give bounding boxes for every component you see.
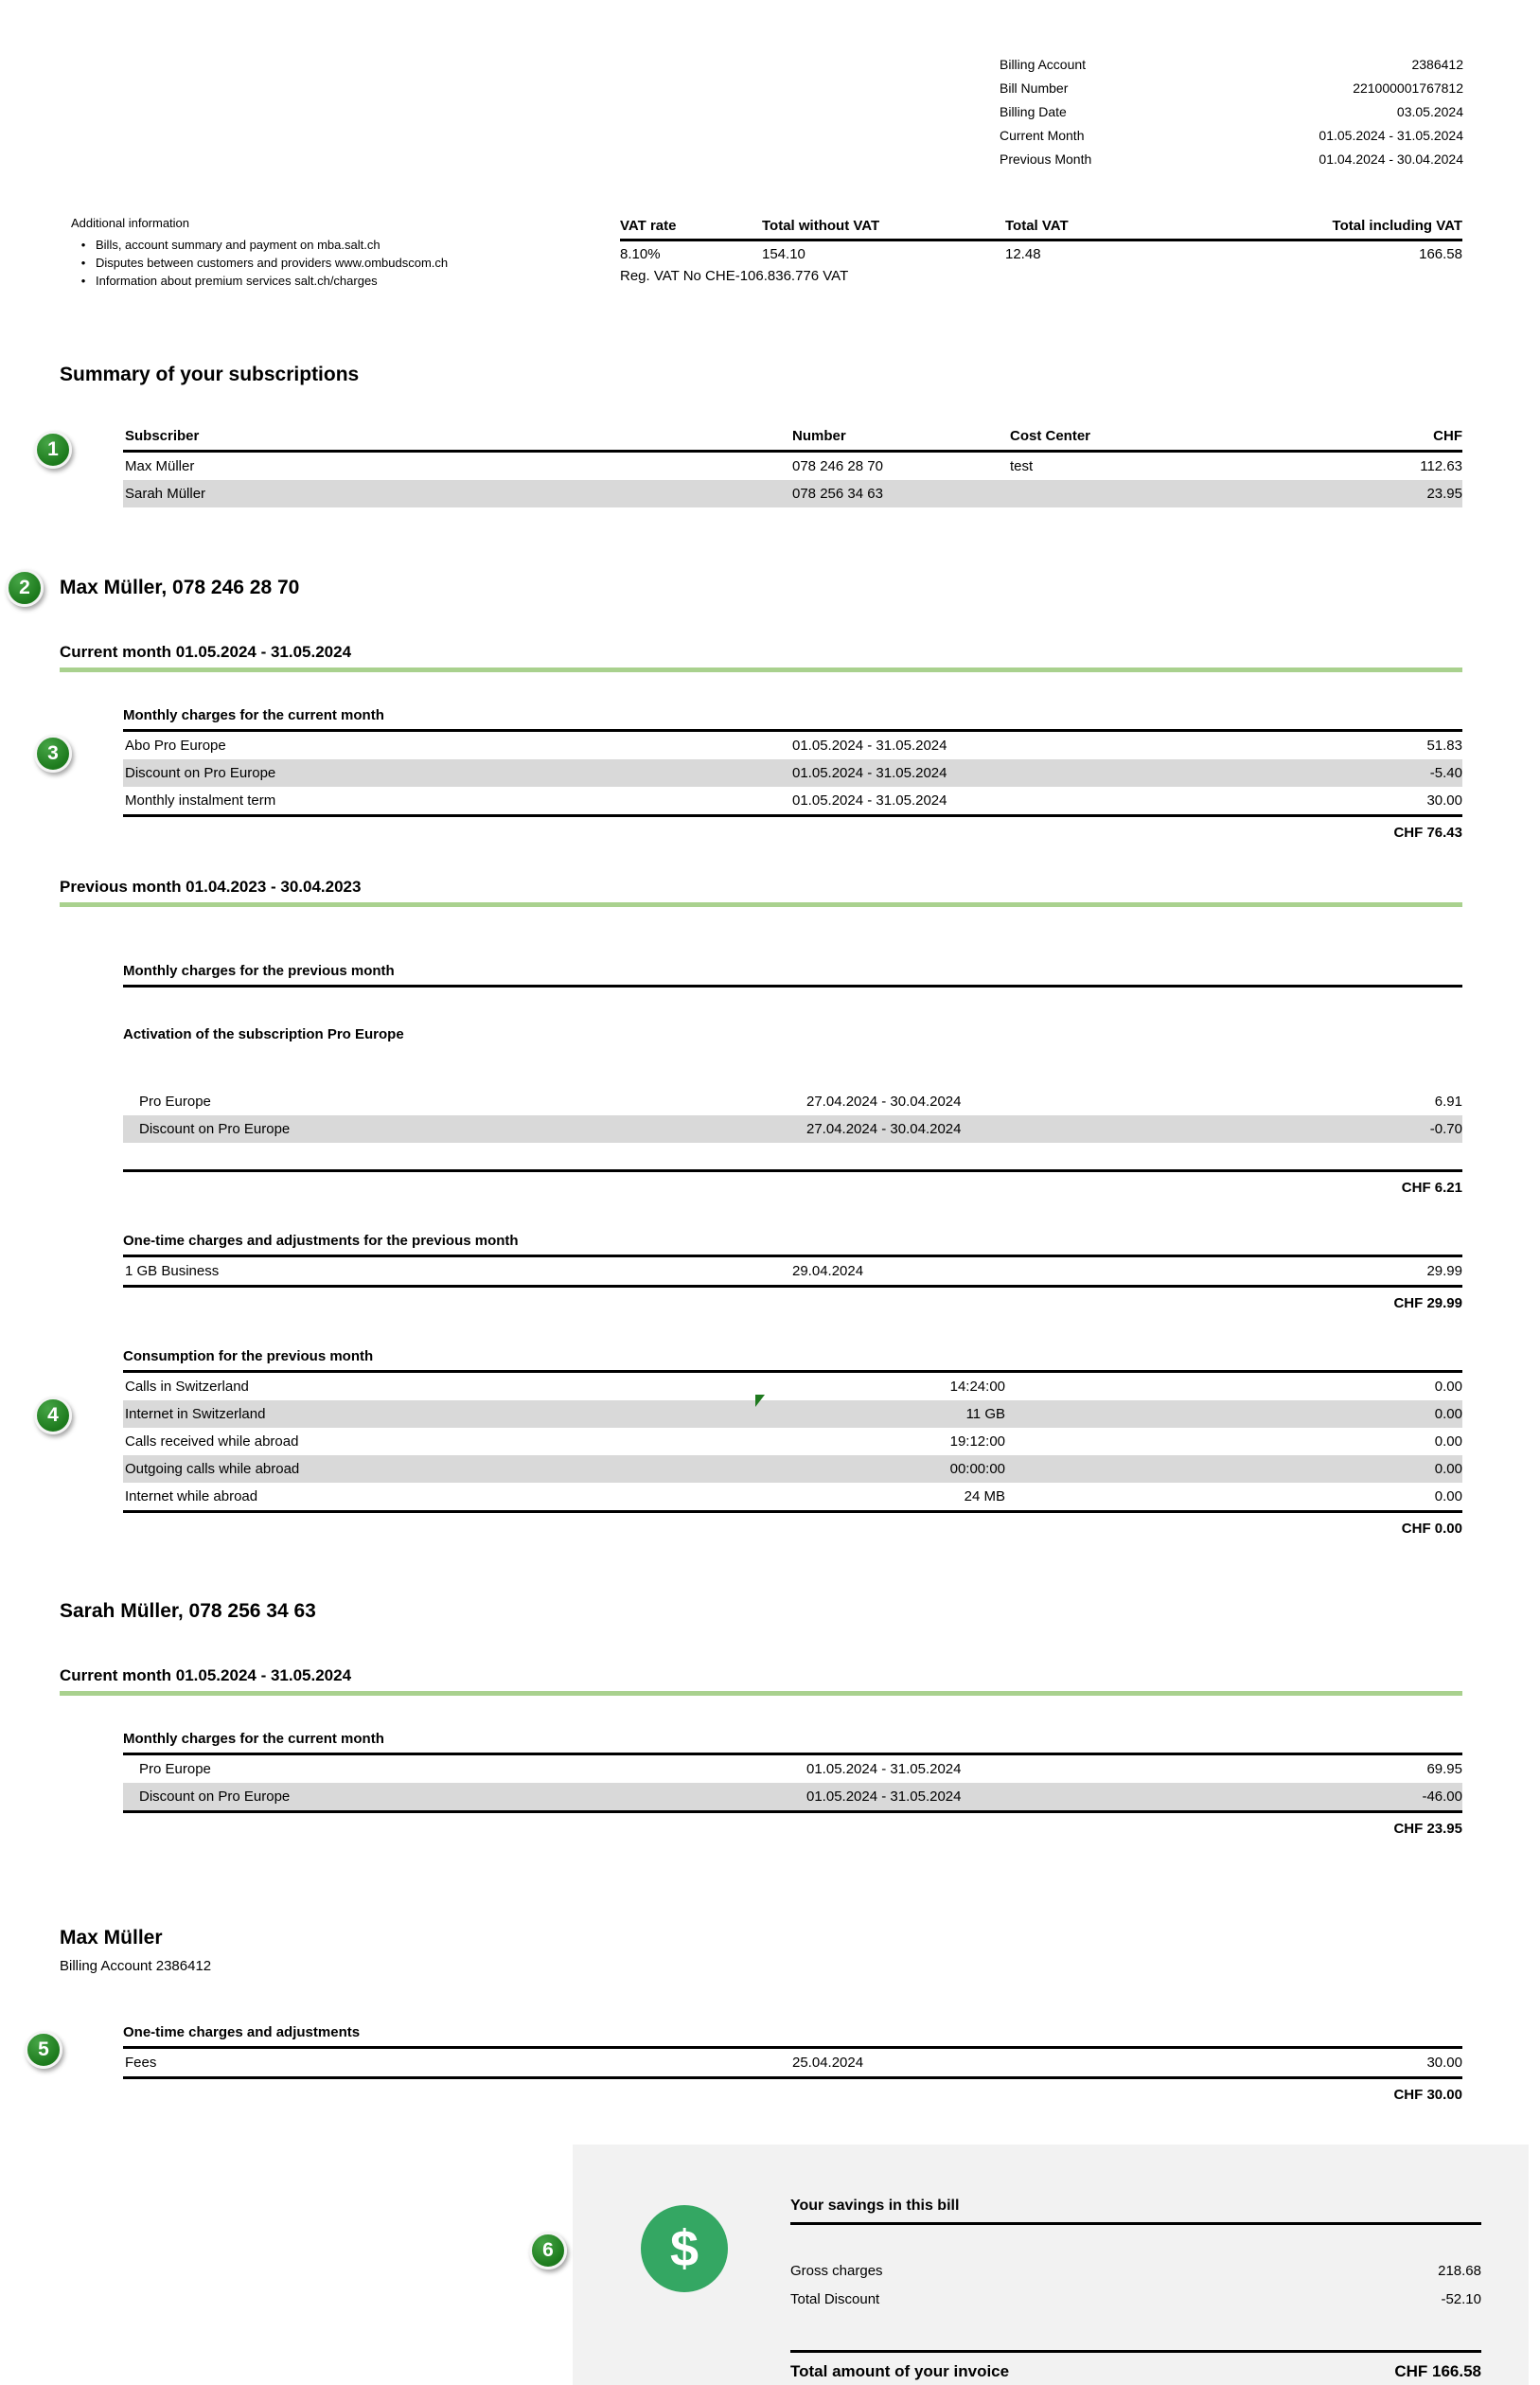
cell-label: Discount on Pro Europe	[139, 1121, 291, 1137]
summary-header-row	[123, 427, 1462, 453]
cell-label: Total Discount	[790, 2291, 880, 2307]
invoice-total-row	[790, 2350, 1481, 2381]
cell-period: 27.04.2024 - 30.04.2024	[806, 1094, 962, 1110]
meta-value: 01.04.2024 - 30.04.2024	[1319, 151, 1463, 167]
table-row	[123, 1428, 1462, 1455]
cell-amount: 69.95	[1426, 1761, 1462, 1777]
cell-amount: 23.95	[1426, 486, 1462, 502]
meta-value: 221000001767812	[1353, 80, 1463, 96]
additional-information-title: Additional information	[71, 216, 190, 230]
table-total: CHF 6.21	[123, 1169, 1462, 1198]
cell-label: Monthly instalment term	[125, 792, 276, 809]
current-month-heading: Current month 01.05.2024 - 31.05.2024	[60, 642, 1462, 672]
meta-label: Current Month	[1000, 128, 1085, 143]
activation-table	[123, 1088, 1462, 1198]
cell-amount: -52.10	[1441, 2291, 1481, 2307]
column-header: CHF	[1433, 428, 1462, 444]
table-row	[123, 1783, 1462, 1810]
additional-information-bullet: • Information about premium services salt.ch/charges	[71, 272, 601, 290]
cell-quantity: 11 GB	[965, 1406, 1005, 1422]
cell-period: 27.04.2024 - 30.04.2024	[806, 1121, 962, 1137]
additional-information-bullet: • Disputes between customers and providers www.ombudscom.ch	[71, 254, 601, 272]
table-section-header: Consumption for the previous month	[123, 1347, 1462, 1373]
cell-label: Pro Europe	[139, 1761, 211, 1777]
meta-value: 2386412	[1411, 57, 1463, 72]
account-holder-heading: Max Müller	[60, 1927, 163, 1949]
table-row	[123, 1455, 1462, 1483]
cell-label: Fees	[125, 2055, 157, 2071]
column-header: Number	[792, 428, 846, 444]
table-section-header: Monthly charges for the current month	[123, 706, 1462, 732]
meta-row	[1000, 124, 1463, 148]
additional-information-bullet: • Bills, account summary and payment on mba.salt.ch	[71, 236, 601, 254]
cell-number: 078 256 34 63	[792, 486, 883, 502]
additional-information	[71, 214, 601, 290]
current-month-heading: Current month 01.05.2024 - 31.05.2024	[60, 1665, 1462, 1696]
table-row	[123, 1483, 1462, 1510]
vat-header: Total VAT	[1005, 218, 1069, 234]
cell-amount: 6.91	[1434, 1094, 1462, 1110]
cell-label: Gross charges	[790, 2263, 883, 2279]
table-row	[123, 1088, 1462, 1115]
vat-registration-number: Reg. VAT No CHE-106.836.776 VAT	[620, 268, 849, 284]
cell-period: 01.05.2024 - 31.05.2024	[806, 1789, 962, 1805]
cell-period: 01.05.2024 - 31.05.2024	[806, 1761, 962, 1777]
vat-total-vat: 12.48	[1005, 246, 1041, 262]
vat-values-row	[620, 241, 1462, 262]
vat-rate: 8.10%	[620, 246, 661, 262]
meta-value: 01.05.2024 - 31.05.2024	[1319, 128, 1463, 143]
cell-amount: 0.00	[1434, 1488, 1462, 1504]
cell-amount: -5.40	[1429, 765, 1462, 781]
cell-amount: 30.00	[1426, 2055, 1462, 2071]
cell-label: Pro Europe	[139, 1094, 211, 1110]
badge-2: 2	[6, 569, 44, 607]
badge-1: 1	[34, 431, 72, 469]
onetime-charges-table	[38, 2023, 1462, 2105]
monthly-charges-previous-header: Monthly charges for the previous month	[123, 962, 1462, 988]
column-header: Cost Center	[1010, 428, 1091, 444]
cell-period: 01.05.2024 - 31.05.2024	[792, 765, 947, 781]
cell-amount: 112.63	[1420, 458, 1462, 474]
cell-amount: 0.00	[1434, 1406, 1462, 1422]
cell-quantity: 19:12:00	[949, 1433, 1005, 1450]
cell-label: 1 GB Business	[125, 1263, 220, 1279]
cell-number: 078 246 28 70	[792, 458, 883, 474]
meta-label: Previous Month	[1000, 151, 1092, 167]
summary-title: Summary of your subscriptions	[60, 364, 360, 385]
cell-amount: 0.00	[1434, 1379, 1462, 1395]
cell-quantity: 14:24:00	[949, 1379, 1005, 1395]
savings-rows	[790, 2257, 1481, 2314]
table-total: CHF 0.00	[123, 1510, 1462, 1539]
cell-period: 01.05.2024 - 31.05.2024	[792, 738, 947, 754]
table-row	[123, 759, 1462, 787]
meta-row	[1000, 53, 1463, 77]
table-total: CHF 76.43	[123, 814, 1462, 843]
cell-amount: 29.99	[1426, 1263, 1462, 1279]
cell-label: Calls in Switzerland	[125, 1379, 249, 1395]
vat-table	[620, 218, 1462, 284]
savings-row	[790, 2257, 1481, 2286]
savings-title: Your savings in this bill	[790, 2198, 1481, 2225]
table-section-header: One-time charges and adjustments for the previous month	[123, 1232, 1462, 1257]
bill-meta	[1000, 53, 1463, 171]
table-row	[123, 453, 1462, 480]
document-body	[0, 363, 1540, 2385]
subscriber-heading-max	[19, 576, 1462, 600]
table-row	[123, 732, 1462, 759]
table-total: CHF 23.95	[123, 1810, 1462, 1839]
table-row	[123, 480, 1462, 507]
meta-row	[1000, 100, 1463, 124]
meta-row	[1000, 148, 1463, 171]
table-total: CHF 29.99	[123, 1285, 1462, 1313]
cell-label: Internet in Switzerland	[125, 1406, 266, 1422]
meta-value: 03.05.2024	[1396, 104, 1463, 119]
cell-amount: -0.70	[1429, 1121, 1462, 1137]
badge-6: 6	[529, 2232, 567, 2269]
summary-table	[47, 427, 1462, 507]
sarah-monthly-charges-table	[123, 1730, 1462, 1839]
table-row	[123, 1755, 1462, 1783]
cell-date: 25.04.2024	[792, 2055, 864, 2071]
cell-quantity: 24 MB	[964, 1488, 1005, 1504]
vat-total-including: 166.58	[1419, 246, 1462, 262]
subscriber-heading-sarah: Sarah Müller, 078 256 34 63	[60, 1600, 316, 1622]
billing-account-subtitle: Billing Account 2386412	[60, 1958, 212, 1974]
meta-row	[1000, 77, 1463, 100]
vat-total-without: 154.10	[762, 246, 805, 262]
table-row	[123, 1115, 1462, 1143]
cell-subscriber: Sarah Müller	[125, 486, 206, 502]
cell-label: Discount on Pro Europe	[125, 765, 276, 781]
table-row	[123, 787, 1462, 814]
vat-header: Total without VAT	[762, 218, 880, 234]
table-row	[123, 1373, 1462, 1400]
vat-header: Total including VAT	[1332, 218, 1462, 234]
previous-month-heading: Previous month 01.04.2023 - 30.04.2023	[60, 877, 1462, 907]
cell-amount: 218.68	[1438, 2263, 1481, 2279]
vat-header: VAT rate	[620, 218, 677, 234]
onetime-previous-table	[123, 1232, 1462, 1313]
meta-label: Billing Date	[1000, 104, 1067, 119]
table-section-header: Monthly charges for the current month	[123, 1730, 1462, 1755]
cell-quantity: 00:00:00	[949, 1461, 1005, 1477]
cell-label: Outgoing calls while abroad	[125, 1461, 300, 1477]
cell-label: Calls received while abroad	[125, 1433, 299, 1450]
badge-3: 3	[34, 735, 72, 773]
cell-label: Discount on Pro Europe	[139, 1789, 291, 1805]
savings-body	[790, 2198, 1481, 2381]
cell-subscriber: Max Müller	[125, 458, 195, 474]
monthly-charges-current-table	[47, 706, 1462, 843]
meta-label: Bill Number	[1000, 80, 1069, 96]
badge-5: 5	[25, 2031, 62, 2069]
subscriber-heading-text: Max Müller, 078 246 28 70	[60, 577, 300, 598]
cell-amount: 0.00	[1434, 1461, 1462, 1477]
table-section-header: One-time charges and adjustments	[123, 2023, 1462, 2049]
table-row	[123, 2049, 1462, 2076]
savings-row	[790, 2286, 1481, 2314]
cell-amount: -46.00	[1422, 1789, 1462, 1805]
savings-box	[542, 2145, 1529, 2385]
column-header: Subscriber	[125, 428, 200, 444]
cell-amount: 0.00	[1434, 1433, 1462, 1450]
invoice-total-label: Total amount of your invoice	[790, 2362, 1010, 2380]
table-row	[123, 1400, 1462, 1428]
spacer	[123, 1143, 1462, 1169]
cell-amount: 51.83	[1426, 738, 1462, 754]
green-flag-icon	[755, 1395, 765, 1407]
meta-label: Billing Account	[1000, 57, 1087, 72]
invoice-total-value: CHF 166.58	[1394, 2362, 1481, 2380]
cell-cost-center: test	[1010, 458, 1034, 474]
cell-amount: 30.00	[1426, 792, 1462, 809]
activation-header: Activation of the subscription Pro Europe	[123, 1026, 404, 1042]
table-total: CHF 30.00	[123, 2076, 1462, 2105]
consumption-table	[47, 1347, 1462, 1539]
cell-label: Abo Pro Europe	[125, 738, 226, 754]
badge-4: 4	[34, 1397, 72, 1434]
cell-date: 29.04.2024	[792, 1263, 864, 1279]
dollar-icon: $	[641, 2205, 728, 2292]
cell-period: 01.05.2024 - 31.05.2024	[792, 792, 947, 809]
table-row	[123, 1257, 1462, 1285]
cell-label: Internet while abroad	[125, 1488, 258, 1504]
vat-header-row	[620, 218, 1462, 241]
